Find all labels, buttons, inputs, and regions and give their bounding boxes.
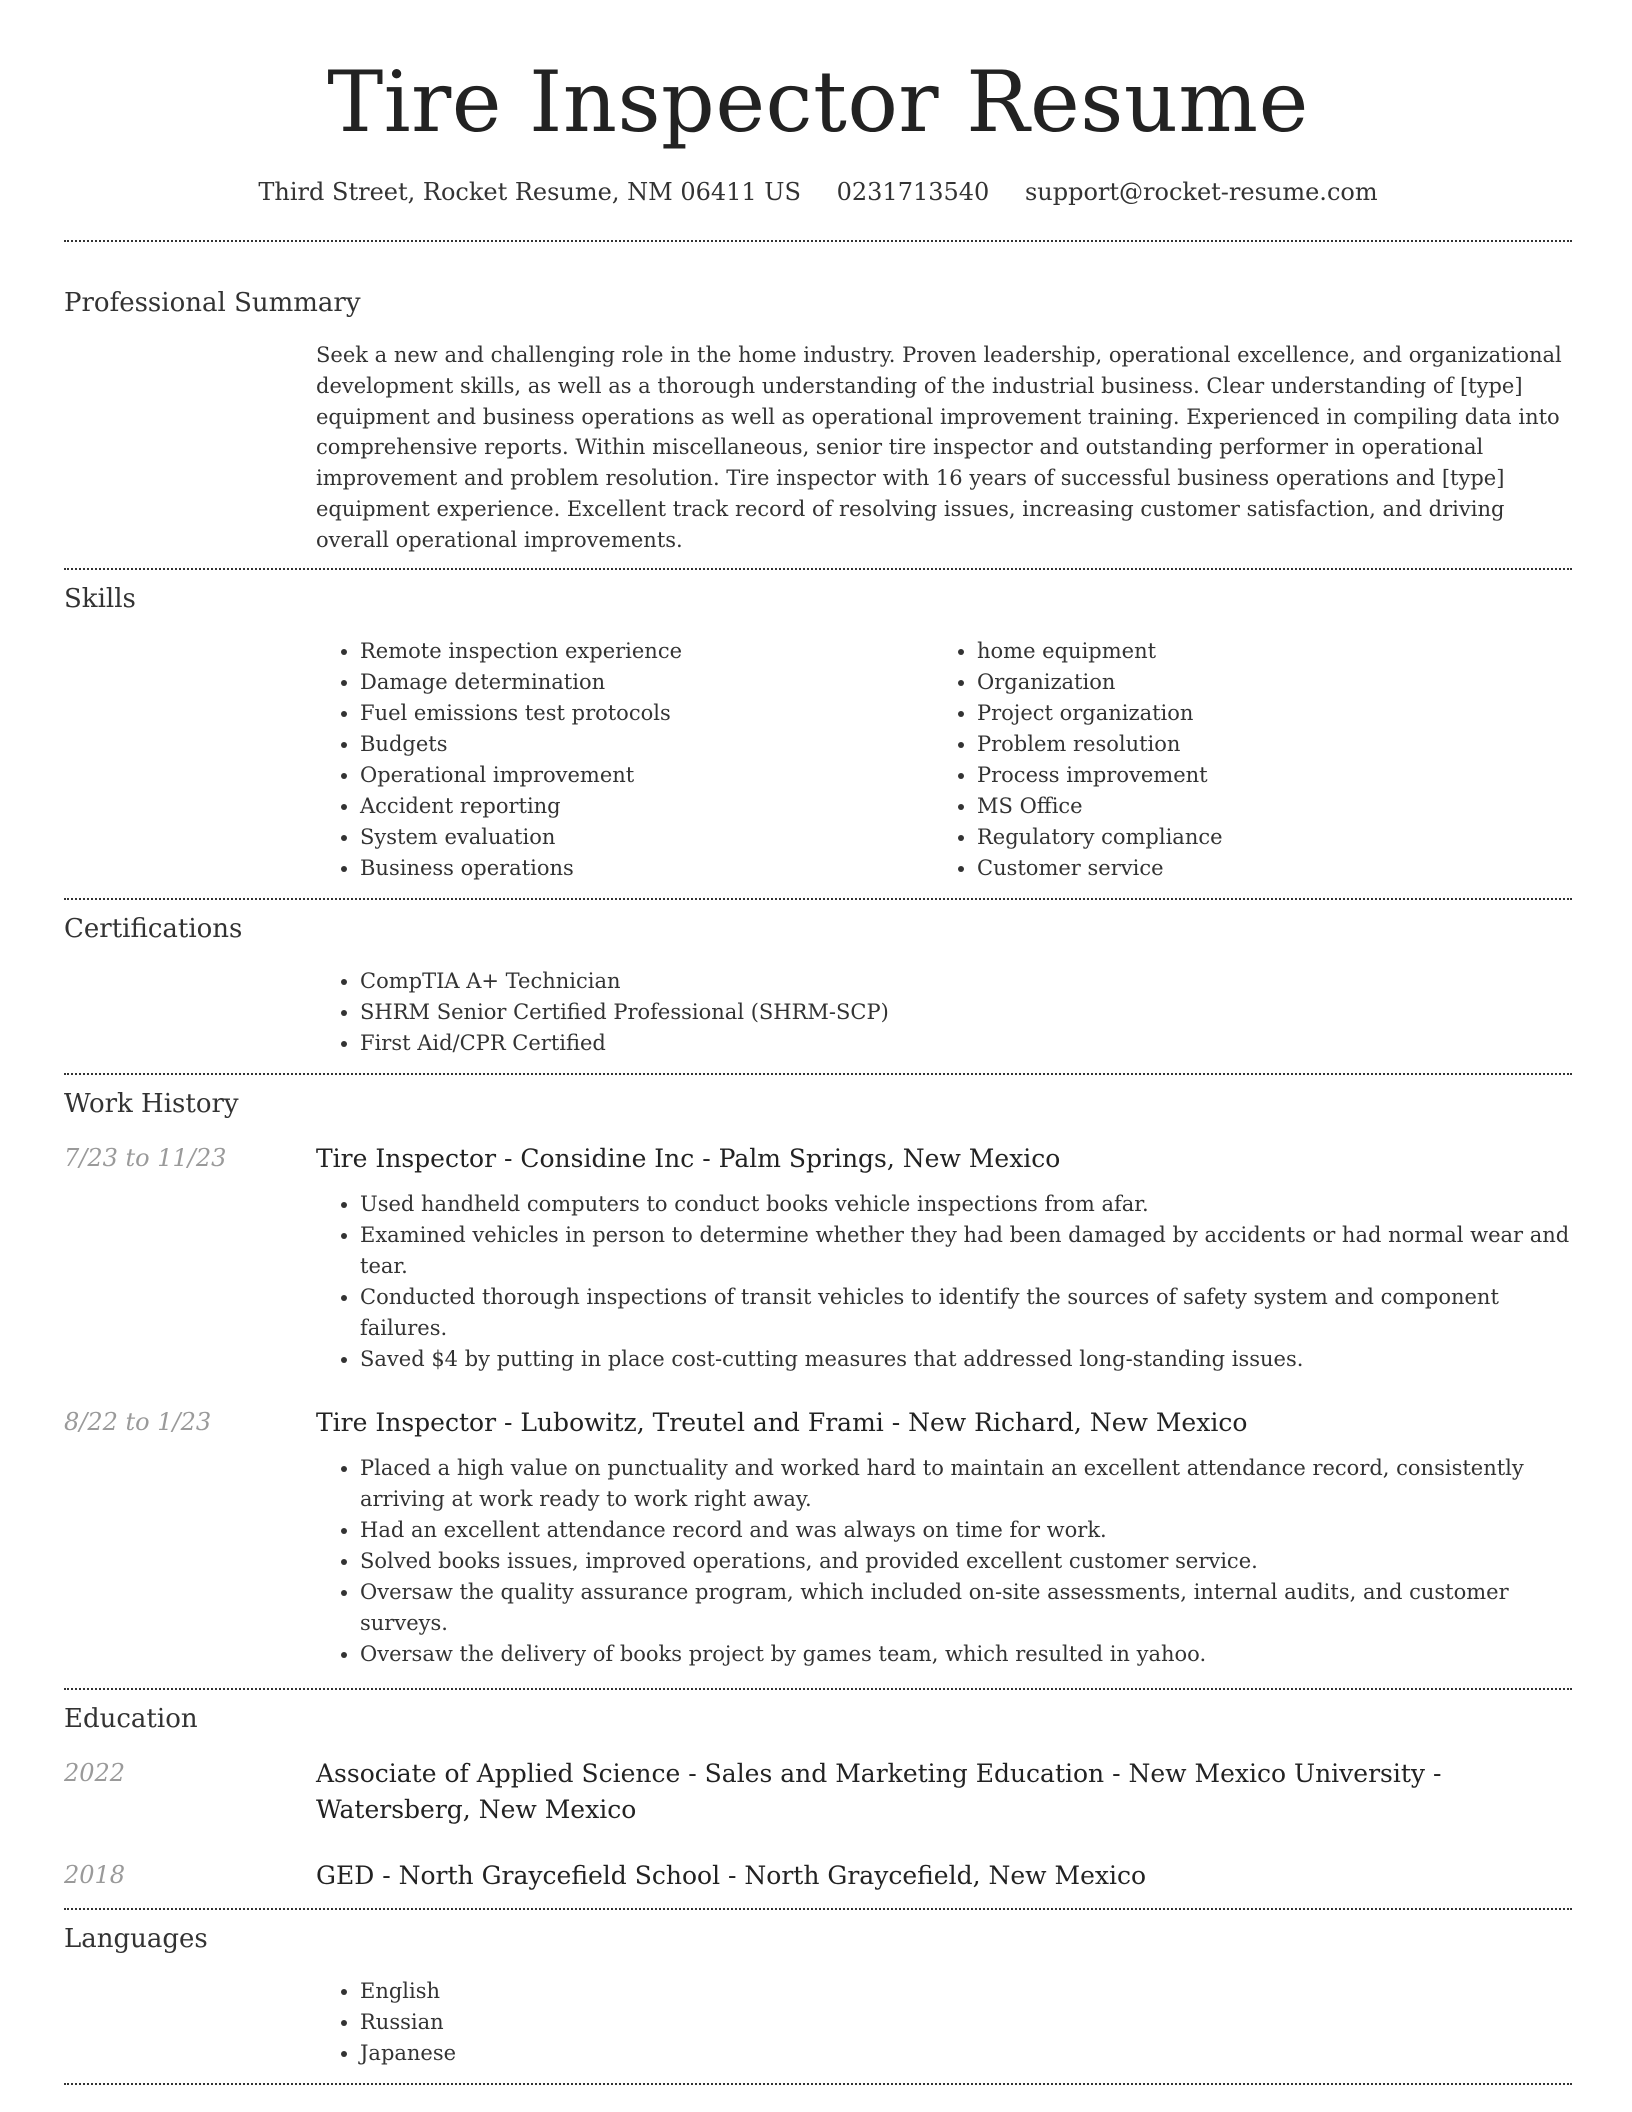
languages-heading: Languages xyxy=(64,1923,208,1954)
skill-item: • Operational improvement xyxy=(360,760,933,791)
job-bullet: • Had an excellent attendance record and was always on time for work. xyxy=(360,1515,1572,1546)
education-entry xyxy=(64,1756,1572,1828)
job-heading: Tire Inspector - Considine Inc - Palm Springs, New Mexico xyxy=(316,1143,1061,1173)
skill-item: • Damage determination xyxy=(360,667,933,698)
job-bullets xyxy=(316,1453,1572,1670)
skill-item: • Regulatory compliance xyxy=(977,822,1550,853)
summary-section xyxy=(64,286,1572,556)
certification-item: • First Aid/CPR Certified xyxy=(360,1028,1572,1059)
divider xyxy=(64,1688,1572,1690)
divider xyxy=(64,1073,1572,1075)
education-year: 2018 xyxy=(64,1860,126,1889)
skill-item: • MS Office xyxy=(977,791,1550,822)
language-item: • Russian xyxy=(360,2007,1572,2038)
job-heading: Tire Inspector - Lubowitz, Treutel and Frami - New Richard, New Mexico xyxy=(316,1407,1248,1437)
education-heading-text: Associate of Applied Science - Sales and Marketing Education - New Mexico University - Watersberg, New Mexico xyxy=(316,1758,1442,1824)
work-history-heading: Work History xyxy=(64,1088,239,1119)
work-history-section xyxy=(64,1087,1572,1670)
job-bullet: • Saved $4 by putting in place cost-cutting measures that addressed long-standing issues. xyxy=(360,1344,1572,1375)
job-bullet: • Oversaw the delivery of books project by games team, which resulted in yahoo. xyxy=(360,1639,1572,1670)
contact-line xyxy=(64,174,1572,210)
job-bullet: • Oversaw the quality assurance program, which included on-site assessments, internal audits, and customer surveys. xyxy=(360,1577,1572,1639)
certification-item: • CompTIA A+ Technician xyxy=(360,966,1572,997)
job-bullet: • Conducted thorough inspections of transit vehicles to identify the sources of safety system and component failures. xyxy=(360,1282,1572,1344)
job-entry xyxy=(64,1141,1572,1375)
job-dates: 7/23 to 11/23 xyxy=(64,1143,227,1172)
job-entry xyxy=(64,1405,1572,1670)
resume-title: Tire Inspector Resume xyxy=(327,53,1309,151)
divider xyxy=(64,898,1572,900)
skills-section xyxy=(64,582,1572,884)
job-bullet: • Placed a high value on punctuality and worked hard to maintain an excellent attendance record, consistently arriving at work ready to work right away. xyxy=(360,1453,1572,1515)
job-bullet: • Solved books issues, improved operations, and provided excellent customer service. xyxy=(360,1546,1572,1577)
contact-email: support@rocket-resume.com xyxy=(1024,178,1378,206)
resume-page xyxy=(64,0,1572,2085)
job-bullet: • Used handheld computers to conduct books vehicle inspections from afar. xyxy=(360,1189,1572,1220)
skill-item: • home equipment xyxy=(977,636,1550,667)
education-entry xyxy=(64,1858,1572,1894)
divider xyxy=(64,240,1572,242)
skill-item: • Remote inspection experience xyxy=(360,636,933,667)
job-dates: 8/22 to 1/23 xyxy=(64,1407,212,1436)
skill-item: • Business operations xyxy=(360,853,933,884)
certifications-section xyxy=(64,912,1572,1059)
certifications-heading: Certifications xyxy=(64,913,243,944)
certifications-list xyxy=(316,966,1572,1059)
education-heading-text: GED - North Graycefield School - North Graycefield, New Mexico xyxy=(316,1860,1147,1890)
skill-item: • Problem resolution xyxy=(977,729,1550,760)
skill-item: • Organization xyxy=(977,667,1550,698)
skill-item: • Fuel emissions test protocols xyxy=(360,698,933,729)
summary-heading: Professional Summary xyxy=(64,288,361,318)
contact-address: Third Street, Rocket Resume, NM 06411 US xyxy=(258,178,801,206)
skills-left-column xyxy=(316,636,933,884)
skills-heading: Skills xyxy=(64,583,136,614)
skills-columns xyxy=(316,636,1572,884)
certification-item: • SHRM Senior Certified Professional (SHRM-SCP) xyxy=(360,997,1572,1028)
language-item: • Japanese xyxy=(360,2038,1572,2069)
skill-item: • System evaluation xyxy=(360,822,933,853)
divider xyxy=(64,2083,1572,2085)
skill-item: • Project organization xyxy=(977,698,1550,729)
education-heading: Education xyxy=(64,1703,198,1734)
job-bullets xyxy=(316,1189,1572,1375)
education-section xyxy=(64,1702,1572,1894)
contact-phone: 0231713540 xyxy=(836,178,990,206)
education-year: 2022 xyxy=(64,1758,126,1787)
languages-section xyxy=(64,1922,1572,2069)
skill-item: • Accident reporting xyxy=(360,791,933,822)
divider xyxy=(64,1908,1572,1910)
languages-list xyxy=(316,1976,1572,2069)
skills-right-column xyxy=(933,636,1550,884)
skill-item: • Budgets xyxy=(360,729,933,760)
job-bullet: • Examined vehicles in person to determine whether they had been damaged by accidents or had normal wear and tear. xyxy=(360,1220,1572,1282)
skill-item: • Customer service xyxy=(977,853,1550,884)
divider xyxy=(64,568,1572,570)
skill-item: • Process improvement xyxy=(977,760,1550,791)
language-item: • English xyxy=(360,1976,1572,2007)
summary-text: Seek a new and challenging role in the home industry. Proven leadership, operational excellence, and organizational development skills, as well as a thorough understanding of the industrial business. Clear understanding of [type] equipment and business operations as well as operational improvement training. Experienced in compiling data into comprehensive reports. Within miscellaneous, senior tire inspector and outstanding performer in operational improvement and problem resolution. Tire inspector with 16 years of successful business operations and [type] equipment experience. Excellent track record of resolving issues, increasing customer satisfaction, and driving overall operational improvements. xyxy=(316,343,1562,552)
